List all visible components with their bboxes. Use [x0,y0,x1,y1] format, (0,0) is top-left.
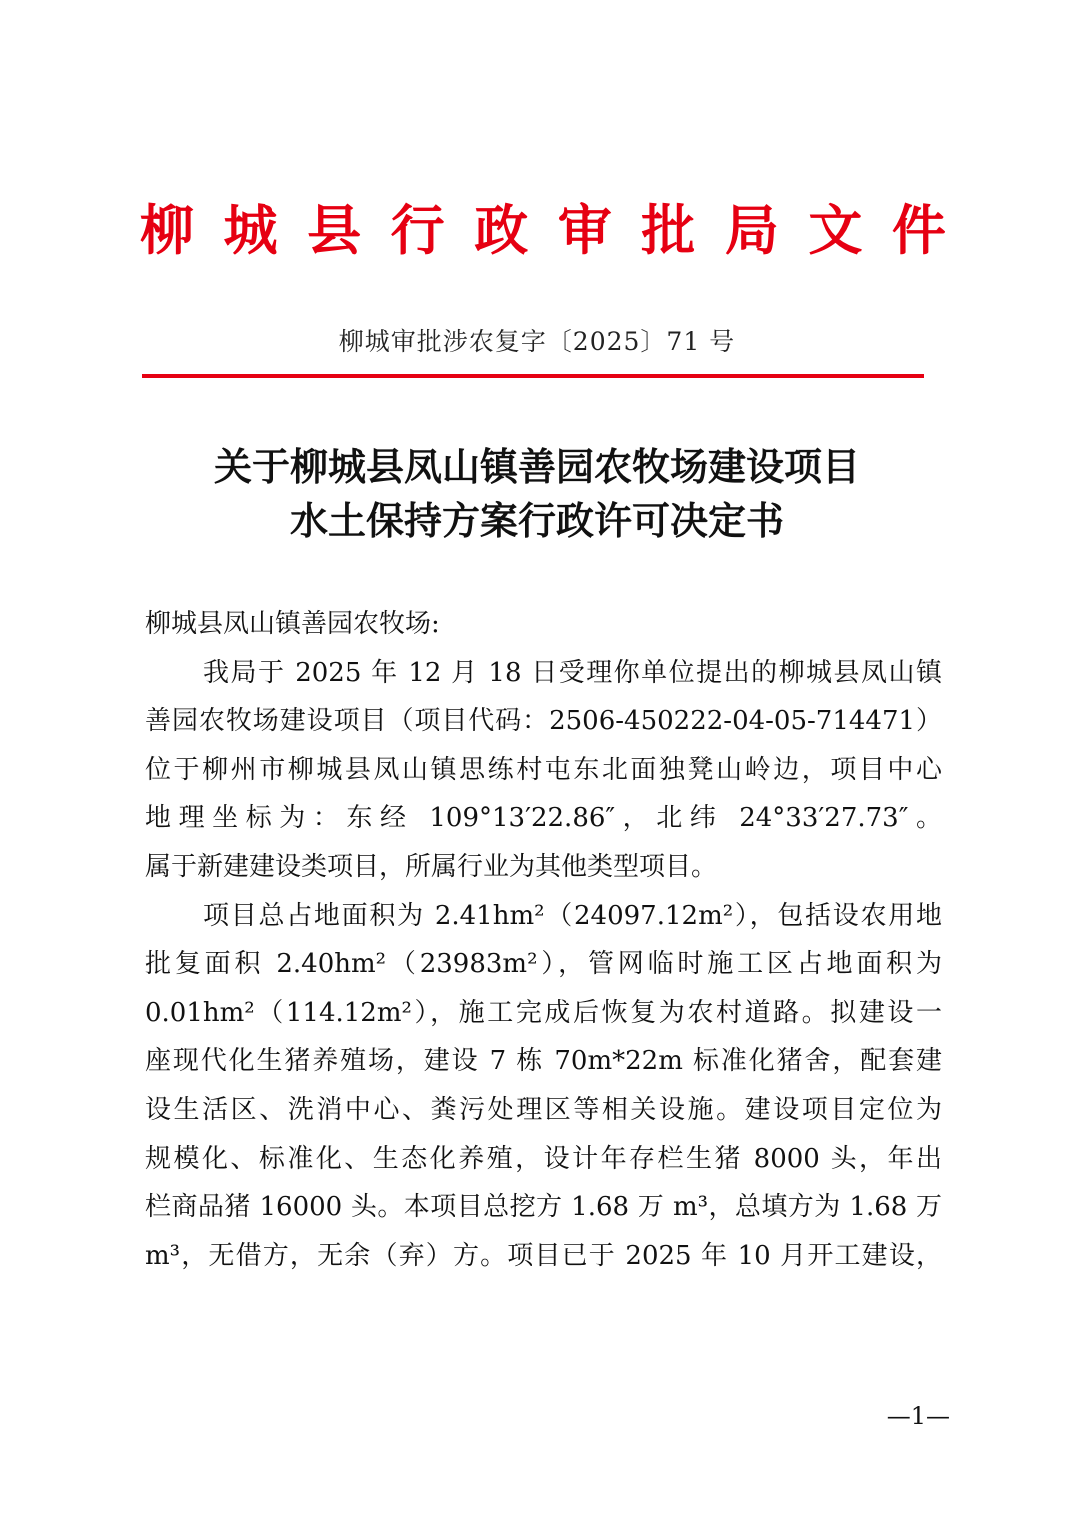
body-line: 善园农牧场建设项目（项目代码：2506-450222-04-05-714471） [145,706,942,737]
title-char: 行 [390,199,445,262]
addressee: 柳城县凤山镇善园农牧场: [145,609,440,639]
body-line: 我局于 2025 年 12 月 18 日受理你单位提出的柳城县凤山镇 [203,657,942,688]
title-char: 柳 [140,199,194,262]
document-number: 柳城审批涉农复字〔2025〕71 号 [338,327,736,356]
title-line-2: 水土保持方案行政许可决定书 [289,498,784,543]
body-line: m³，无借方，无余（弃）方。项目已于 2025 年 10 月开工建设， [145,1240,942,1271]
body-line: 批复面积 2.40hm²（23983m²），管网临时施工区占地面积为 [145,949,942,980]
title-line-1: 关于柳城县凤山镇善园农牧场建设项目 [213,444,860,489]
red-divider-line [142,374,924,378]
body-line: 座现代化生猪养殖场，建设 7 栋 70m*22m 标准化猪舍，配套建 [145,1046,942,1077]
body-line: 规模化、标准化、生态化养殖，设计年存栏生猪 8000 头，年出 [145,1143,942,1174]
title-char: 政 [474,199,529,262]
title-char: 县 [307,199,362,262]
title-char: 件 [891,199,946,262]
title-char: 批 [641,199,696,262]
body-line: 栏商品猪 16000 头。本项目总挖方 1.68 万 m³，总填方为 1.68 万 [145,1192,942,1223]
document-title [0,440,1074,548]
body-line: 项目总占地面积为 2.41hm²（24097.12m²），包括设农用地 [203,900,942,931]
page-number: —1— [886,1402,950,1430]
body-line: 属于新建建设类项目，所属行业为其他类型项目。 [145,851,718,882]
body-line: 地理坐标为：东经 109°13′22.86″，北纬 24°33′27.73″。 [145,803,942,834]
body-line: 设生活区、洗消中心、粪污处理区等相关设施。建设项目定位为 [145,1094,942,1125]
body-line: 0.01hm²（114.12m²），施工完成后恢复为农村道路。拟建设一 [145,997,942,1028]
title-char: 局 [724,199,779,262]
title-char: 审 [557,199,612,262]
title-char: 文 [808,199,863,262]
document-body [145,600,942,1280]
body-line: 位于柳州市柳城县凤山镇思练村屯东北面独凳山岭边，项目中心 [145,754,942,785]
title-char: 城 [223,199,278,262]
issuing-authority-title [140,196,946,266]
